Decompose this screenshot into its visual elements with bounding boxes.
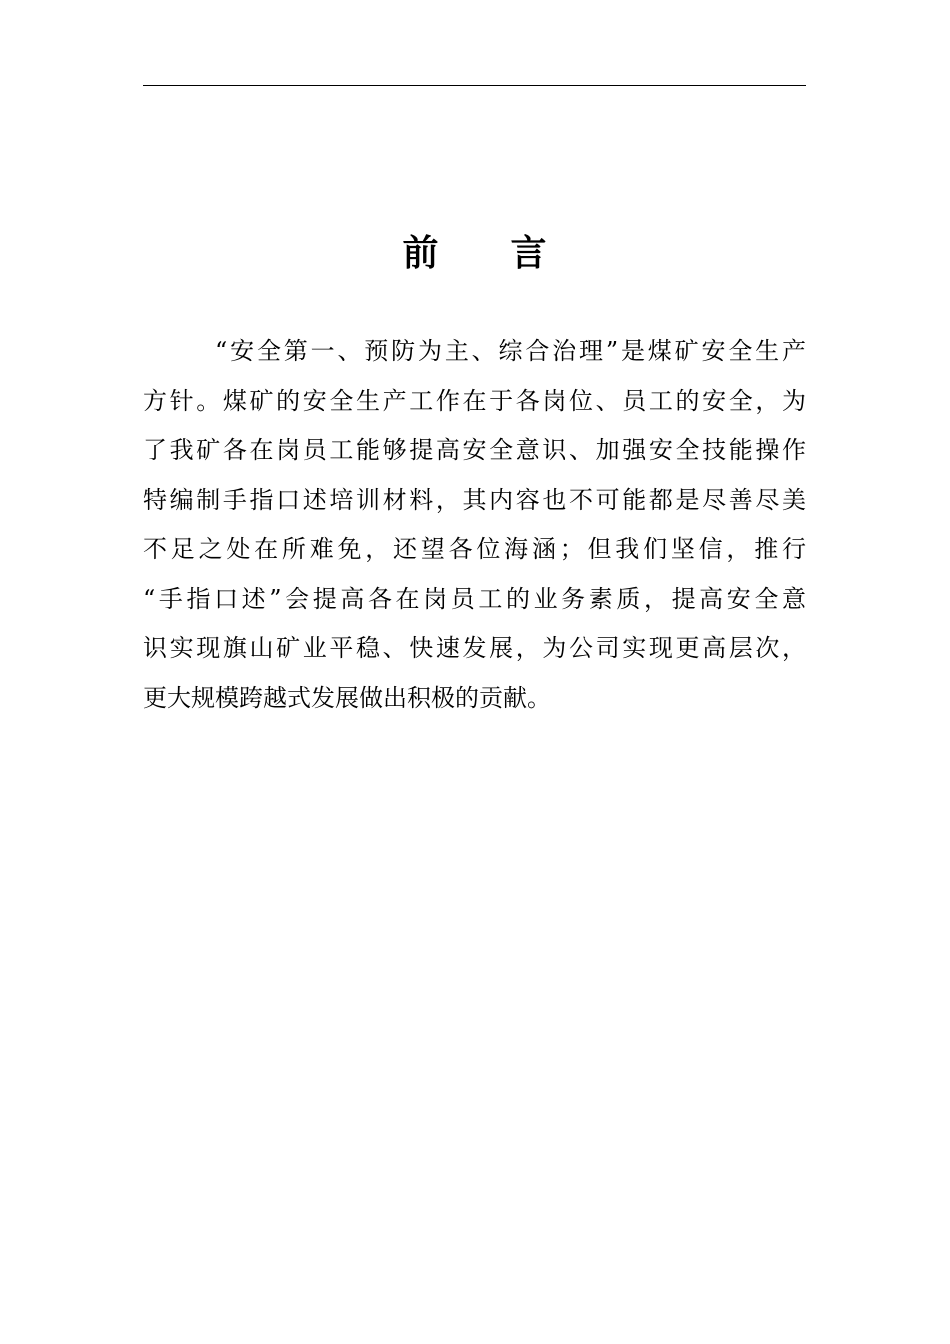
header-rule [143,85,806,86]
paragraph-line-8: 更大规模跨越式发展做出积极的贡献。 [143,683,551,712]
page-title [143,228,806,278]
title-char-2: 言 [510,232,547,274]
paragraph-line-6: “手指口述”会提高各在岗员工的业务素质，提高安全意 [143,584,806,613]
title-char-1: 前 [402,232,439,274]
paragraph-line-2: 方针。煤矿的安全生产工作在于各岗位、员工的安全，为 [143,386,806,415]
paragraph-line-5: 不足之处在所难免，还望各位海涵；但我们坚信，推行 [143,535,806,563]
paragraph-line-7: 识实现旗山矿业平稳、快速发展，为公司实现更高层次， [143,634,806,662]
paragraph-line-1: “安全第一、预防为主、综合治理”是煤矿安全生产 [215,337,806,365]
preface-paragraph [143,327,806,723]
paragraph-line-3: 了我矿各在岗员工能够提高安全意识、加强安全技能操作 [143,436,806,464]
paragraph-line-4: 特编制手指口述培训材料，其内容也不可能都是尽善尽美 [143,485,806,514]
